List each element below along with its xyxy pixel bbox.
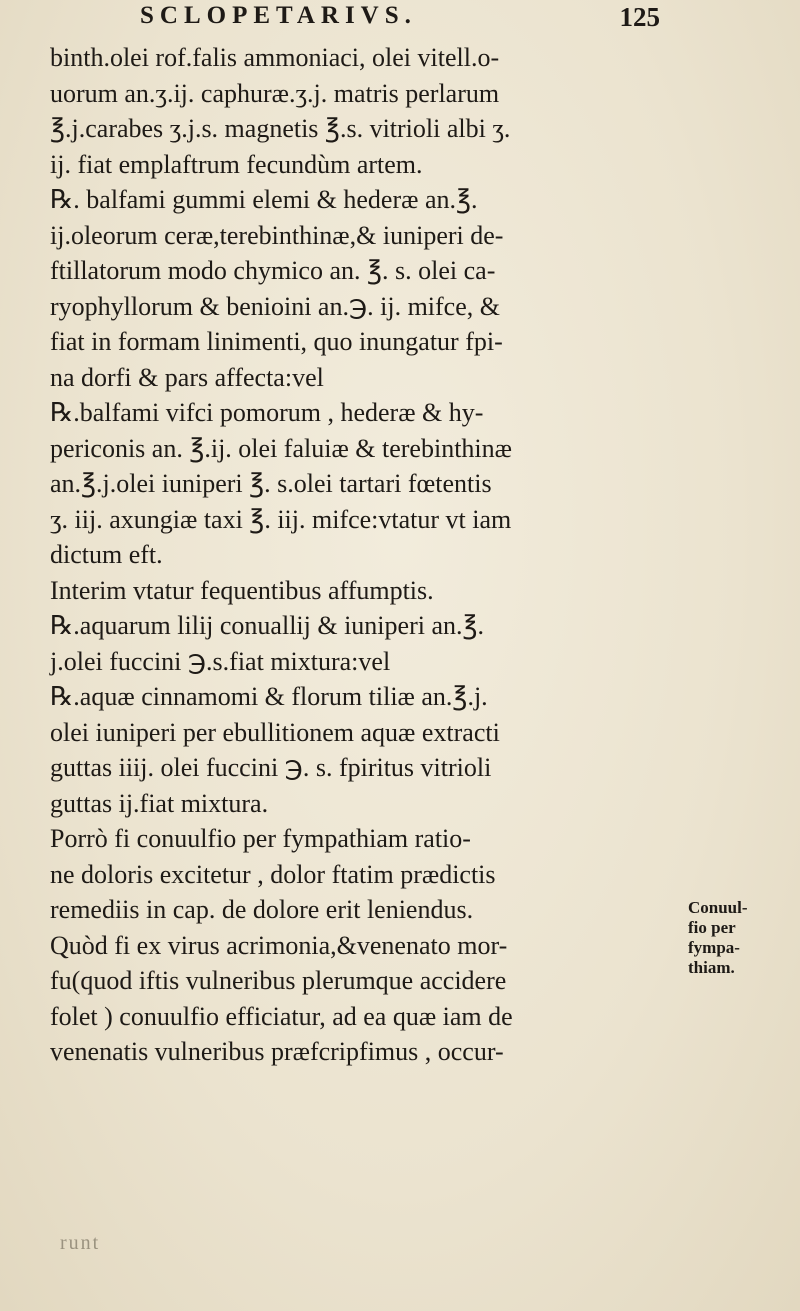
text-line: remediis in cap. de dolore erit leniendus.: [50, 895, 474, 924]
catchword: runt: [60, 1232, 101, 1254]
text-line: ℞. balfami gummi elemi & hederæ an.℥.: [50, 185, 478, 214]
text-line: periconis an. ℥.ij. olei faluiæ & terebinthinæ: [50, 433, 512, 463]
text-line: guttas iiij. olei fuccini ℈. s. fpiritus vitrioli: [50, 753, 492, 782]
text-line: olei iuniperi per ebullitionem aquæ extracti: [50, 717, 500, 747]
text-line: Quòd fi ex virus acrimonia,&venenato mor-: [50, 930, 508, 960]
page-header: [140, 2, 660, 36]
text-line: ftillatorum modo chymico an. ℥. s. olei ca-: [50, 256, 496, 285]
text-line: binth.olei rof.falis ammoniaci, olei vitell.o-: [50, 43, 500, 72]
text-line: folet ) conuulfio efficiatur, ad ea quæ iam de: [50, 1001, 513, 1031]
text-line: ℞.aquarum lilij conuallij & iuniperi an.℥.: [50, 611, 485, 640]
marginal-note: [688, 898, 796, 978]
text-line: ij.oleorum ceræ,terebinthinæ,& iuniperi de-: [50, 220, 504, 250]
marginal-note-line: thiam.: [688, 958, 735, 977]
text-line: j.olei fuccini ℈.s.fiat mixtura:vel: [50, 646, 391, 676]
text-line: na dorfi & pars affecta:vel: [50, 362, 324, 392]
text-line: ℞.aquæ cinnamomi & florum tiliæ an.℥.j.: [50, 682, 488, 711]
text-line: Porrò fi conuulfio per fympathiam ratio-: [50, 824, 471, 853]
text-line: ne doloris excitetur , dolor ftatim prædictis: [50, 859, 496, 889]
text-line: ij. fiat emplaftrum fecundùm artem.: [50, 149, 423, 179]
text-line: ℞.balfami vifci pomorum , hederæ & hy-: [50, 398, 484, 427]
text-line: fiat in formam linimenti, quo inungatur fpi-: [50, 327, 503, 356]
marginal-note-line: fio per: [688, 918, 736, 937]
marginal-note-line: Conuul-: [688, 898, 748, 917]
page-number: 125: [619, 2, 660, 32]
text-line: fu(quod iftis vulneribus plerumque accidere: [50, 966, 507, 995]
text-line: venenatis vulneribus præfcripfimus , occur-: [50, 1037, 504, 1066]
text-line: ʒ. iij. axungiæ taxi ℥. iij. mifce:vtatur vt iam: [50, 504, 512, 534]
text-line: Interim vtatur fequentibus affumptis.: [50, 575, 434, 605]
text-line: ℥.j.carabes ʒ.j.s. magnetis ℥.s. vitrioli albi ʒ.: [50, 114, 511, 143]
text-line: uorum an.ʒ.ij. caphuræ.ʒ.j. matris perlarum: [50, 78, 500, 108]
body-text: [50, 40, 665, 1070]
text-line: guttas ij.fiat mixtura.: [50, 788, 269, 818]
text-line: ryophyllorum & benioini an.℈. ij. mifce, &: [50, 291, 500, 321]
marginal-note-line: fympa-: [688, 938, 740, 957]
text-line: an.℥.j.olei iuniperi ℥. s.olei tartari fœtentis: [50, 469, 492, 498]
text-line: dictum eft.: [50, 540, 163, 569]
running-title: SCLOPETARIVS.: [140, 2, 417, 29]
